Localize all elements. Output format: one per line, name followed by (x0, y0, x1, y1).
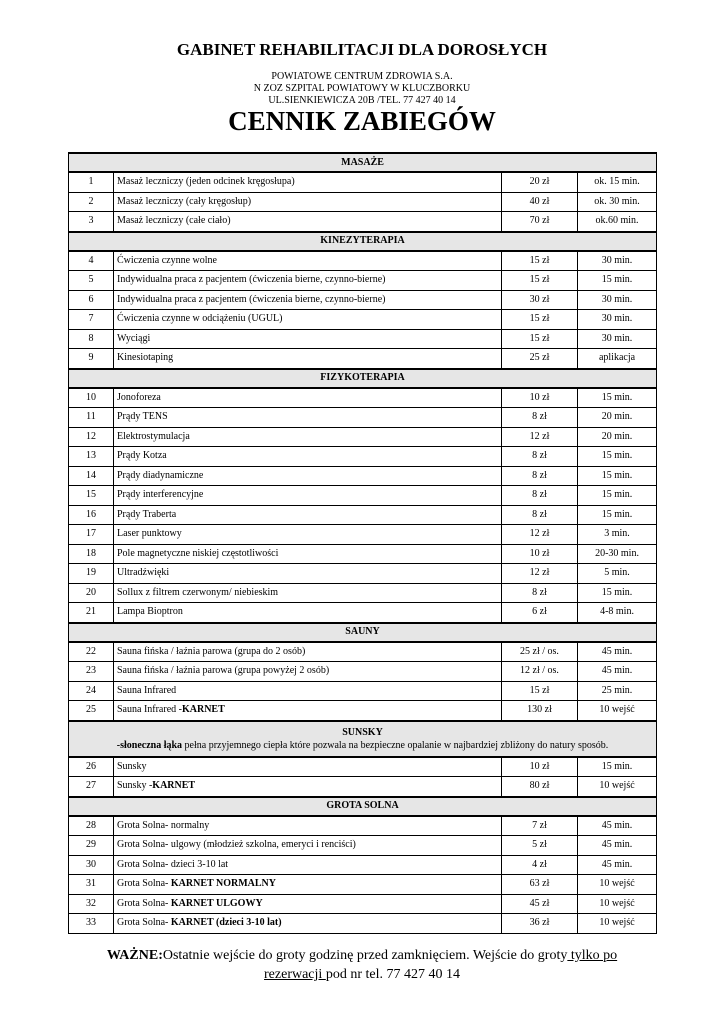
treatment-name-text: Grota Solna- (117, 897, 169, 909)
treatment-name (114, 642, 502, 662)
treatment-price: 25 zł (502, 349, 578, 369)
table-row (69, 894, 657, 914)
treatment-name (114, 662, 502, 682)
treatment-duration: aplikacja (578, 349, 657, 369)
table-row (69, 816, 657, 836)
treatment-name-text: Grota Solna- dzieci 3-10 lat (117, 858, 229, 870)
table-row (69, 408, 657, 428)
section-fizykoterapia (69, 369, 657, 388)
treatment-name-text: Sauna Infrared (117, 684, 177, 696)
section-grota-solna (69, 797, 657, 816)
treatment-name (114, 172, 502, 192)
treatment-name (114, 329, 502, 349)
treatment-name-text: Masaż leczniczy (jeden odcinek kręgosłupa) (117, 176, 295, 188)
treatment-duration: 20 min. (578, 427, 657, 447)
sunsky-title: SUNSKY (342, 726, 383, 738)
treatment-duration: 30 min. (578, 290, 657, 310)
treatment-name-text: Wyciągi (117, 332, 151, 344)
treatment-duration: 15 min. (578, 447, 657, 467)
table-row (69, 662, 657, 682)
row-number: 20 (69, 583, 114, 603)
treatment-price: 8 zł (502, 583, 578, 603)
treatment-name-text: Prądy diadynamiczne (117, 469, 204, 481)
treatment-duration: 30 min. (578, 251, 657, 271)
treatment-price: 15 zł (502, 271, 578, 291)
row-number: 31 (69, 875, 114, 895)
treatment-name (114, 447, 502, 467)
table-row (69, 681, 657, 701)
treatment-duration: 15 min. (578, 271, 657, 291)
table-row (69, 875, 657, 895)
treatment-name (114, 757, 502, 777)
treatment-name (114, 816, 502, 836)
treatment-name-bold: KARNET ULGOWY (168, 897, 263, 909)
table-row (69, 310, 657, 330)
treatment-name (114, 427, 502, 447)
treatment-name (114, 388, 502, 408)
table-row (69, 466, 657, 486)
treatment-duration: 30 min. (578, 310, 657, 330)
treatment-name (114, 836, 502, 856)
treatment-name (114, 875, 502, 895)
row-number: 2 (69, 192, 114, 212)
treatment-duration: 10 wejść (578, 894, 657, 914)
treatment-name (114, 505, 502, 525)
treatment-name-text: Ćwiczenia czynne w odciążeniu (UGUL) (117, 313, 283, 325)
treatment-name (114, 914, 502, 934)
page-title: CENNIK ZABIEGÓW (228, 106, 496, 136)
treatment-price: 15 zł (502, 681, 578, 701)
treatment-price: 8 zł (502, 505, 578, 525)
table-row (69, 855, 657, 875)
treatment-price: 36 zł (502, 914, 578, 934)
row-number: 16 (69, 505, 114, 525)
treatment-price: 15 zł (502, 310, 578, 330)
treatment-name-bold: KARNET (dzieci 3-10 lat) (168, 917, 282, 929)
sunsky-desc: pełna przyjemnego ciepła które pozwala na bezpieczne opalanie w najbardziej zbliżony do natury sposób. (182, 739, 609, 751)
table-row (69, 777, 657, 797)
treatment-price: 15 zł (502, 251, 578, 271)
treatment-price: 6 zł (502, 603, 578, 623)
table-row (69, 701, 657, 721)
row-number: 32 (69, 894, 114, 914)
treatment-price: 7 zł (502, 816, 578, 836)
treatment-name-text: Masaż leczniczy (cały kręgosłup) (117, 195, 252, 207)
section-header (69, 721, 657, 757)
row-number: 8 (69, 329, 114, 349)
treatment-name (114, 855, 502, 875)
treatment-price: 70 zł (502, 212, 578, 232)
treatment-name (114, 583, 502, 603)
row-number: 33 (69, 914, 114, 934)
table-row (69, 192, 657, 212)
treatment-duration: 10 wejść (578, 777, 657, 797)
treatment-name-text: Lampa Bioptron (117, 606, 183, 618)
treatment-name (114, 564, 502, 584)
treatment-name-text: Prądy Traberta (117, 508, 177, 520)
treatment-price: 12 zł / os. (502, 662, 578, 682)
treatment-name-bold: KARNET (152, 780, 196, 792)
row-number: 19 (69, 564, 114, 584)
treatment-price: 10 zł (502, 388, 578, 408)
treatment-name-text: Laser punktowy (117, 528, 182, 540)
table-row (69, 836, 657, 856)
row-number: 11 (69, 408, 114, 428)
treatment-duration: ok.60 min. (578, 212, 657, 232)
note-label: WAŻNE: (106, 948, 163, 963)
treatment-name-text: Sauna fińska / łaźnia parowa (grupa do 2 osób) (117, 645, 306, 657)
treatment-name-text: Indywidualna praca z pacjentem (ćwiczenia bierne, czynno-bierne) (117, 274, 386, 286)
treatment-name (114, 894, 502, 914)
treatment-name-text: Grota Solna- (117, 917, 169, 929)
treatment-price: 25 zł / os. (502, 642, 578, 662)
treatment-name-text: Sunsky (117, 760, 147, 772)
row-number: 28 (69, 816, 114, 836)
row-number: 13 (69, 447, 114, 467)
treatment-price: 130 zł (502, 701, 578, 721)
note-underlined-2: rezerwacji (264, 967, 326, 982)
treatment-duration: 15 min. (578, 757, 657, 777)
treatment-price: 8 zł (502, 447, 578, 467)
table-row (69, 564, 657, 584)
row-number: 6 (69, 290, 114, 310)
treatment-name (114, 603, 502, 623)
row-number: 5 (69, 271, 114, 291)
treatment-duration: 45 min. (578, 662, 657, 682)
treatment-name-bold: KARNET NORMALNY (168, 878, 276, 890)
section-header: MASAŻE (69, 153, 657, 172)
treatment-duration: 10 wejść (578, 701, 657, 721)
section-sunsky (69, 721, 657, 757)
treatment-duration: 10 wejść (578, 875, 657, 895)
table-row (69, 525, 657, 545)
treatment-duration: 3 min. (578, 525, 657, 545)
treatment-price: 45 zł (502, 894, 578, 914)
clinic-title: GABINET REHABILITACJI DLA DOROSŁYCH (176, 40, 548, 59)
sunsky-desc-bold: -słoneczna łąka (116, 739, 183, 751)
treatment-name (114, 251, 502, 271)
row-number: 7 (69, 310, 114, 330)
section-header: GROTA SOLNA (69, 797, 657, 816)
treatment-name (114, 408, 502, 428)
row-number: 4 (69, 251, 114, 271)
treatment-name-text: Sauna fińska / łaźnia parowa (grupa powyżej 2 osób) (117, 665, 330, 677)
treatment-name (114, 271, 502, 291)
treatment-duration: 15 min. (578, 486, 657, 506)
treatment-duration: 30 min. (578, 329, 657, 349)
treatment-name (114, 212, 502, 232)
table-row (69, 642, 657, 662)
price-table (68, 152, 657, 934)
treatment-price: 10 zł (502, 544, 578, 564)
treatment-price: 80 zł (502, 777, 578, 797)
section-kinezyterapia (69, 232, 657, 251)
table-row (69, 290, 657, 310)
treatment-name-text: Kinesiotaping (117, 352, 174, 364)
treatment-duration: 15 min. (578, 388, 657, 408)
org-name: POWIATOWE CENTRUM ZDROWIA S.A. (271, 71, 453, 82)
treatment-name (114, 777, 502, 797)
section-header: FIZYKOTERAPIA (69, 369, 657, 388)
treatment-price: 30 zł (502, 290, 578, 310)
treatment-name (114, 486, 502, 506)
treatment-duration: 4-8 min. (578, 603, 657, 623)
treatment-price: 8 zł (502, 408, 578, 428)
table-row (69, 388, 657, 408)
row-number: 23 (69, 662, 114, 682)
treatment-duration: 20-30 min. (578, 544, 657, 564)
treatment-name-text: Indywidualna praca z pacjentem (ćwiczenia bierne, czynno-bierne) (117, 293, 386, 305)
table-row (69, 329, 657, 349)
treatment-duration: 15 min. (578, 466, 657, 486)
treatment-price: 20 zł (502, 172, 578, 192)
treatment-duration: 15 min. (578, 583, 657, 603)
treatment-price: 5 zł (502, 836, 578, 856)
treatment-name-text: Sauna Infrared - (117, 704, 182, 716)
important-note (60, 946, 664, 984)
treatment-duration: 45 min. (578, 642, 657, 662)
table-row (69, 251, 657, 271)
table-row (69, 505, 657, 525)
hospital-name: N ZOZ SZPITAL POWIATOWY W KLUCZBORKU (253, 83, 471, 94)
treatment-duration: ok. 15 min. (578, 172, 657, 192)
row-number: 25 (69, 701, 114, 721)
treatment-name-text: Grota Solna- normalny (117, 819, 210, 831)
treatment-name-text: Ćwiczenia czynne wolne (117, 254, 217, 266)
treatment-name-text: Grota Solna- (117, 878, 169, 890)
treatment-name (114, 310, 502, 330)
row-number: 18 (69, 544, 114, 564)
row-number: 12 (69, 427, 114, 447)
treatment-duration: 5 min. (578, 564, 657, 584)
row-number: 15 (69, 486, 114, 506)
treatment-name (114, 192, 502, 212)
treatment-name-text: Masaż leczniczy (całe ciało) (117, 215, 231, 227)
treatment-name (114, 681, 502, 701)
treatment-price: 4 zł (502, 855, 578, 875)
treatment-name (114, 525, 502, 545)
section-masaze (69, 153, 657, 172)
table-row (69, 172, 657, 192)
row-number: 29 (69, 836, 114, 856)
table-row (69, 603, 657, 623)
treatment-price: 12 zł (502, 564, 578, 584)
treatment-duration: 25 min. (578, 681, 657, 701)
note-phone: pod nr tel. 77 427 40 14 (325, 967, 460, 982)
row-number: 14 (69, 466, 114, 486)
treatment-name-text: Prądy Kotza (117, 450, 167, 462)
treatment-price: 63 zł (502, 875, 578, 895)
treatment-name-text: Prądy TENS (117, 411, 168, 423)
row-number: 22 (69, 642, 114, 662)
treatment-duration: 45 min. (578, 855, 657, 875)
table-row (69, 271, 657, 291)
treatment-name-bold: KARNET (181, 704, 225, 716)
treatment-duration: 10 wejść (578, 914, 657, 934)
treatment-duration: ok. 30 min. (578, 192, 657, 212)
note-text: Ostatnie wejście do groty godzinę przed zamknięciem. Wejście do groty (162, 948, 568, 963)
treatment-duration: 20 min. (578, 408, 657, 428)
treatment-name-text: Sunsky - (117, 780, 153, 792)
table-row (69, 544, 657, 564)
table-row (69, 427, 657, 447)
table-row (69, 583, 657, 603)
treatment-name-text: Prądy interferencyjne (117, 489, 204, 501)
treatment-name-text: Sollux z filtrem czerwonym/ niebieskim (117, 586, 279, 598)
row-number: 21 (69, 603, 114, 623)
treatment-price: 15 zł (502, 329, 578, 349)
row-number: 10 (69, 388, 114, 408)
treatment-name (114, 701, 502, 721)
treatment-name (114, 544, 502, 564)
row-number: 27 (69, 777, 114, 797)
treatment-name-text: Ultradźwięki (117, 567, 170, 579)
treatment-name (114, 290, 502, 310)
row-number: 3 (69, 212, 114, 232)
treatment-price: 10 zł (502, 757, 578, 777)
treatment-name-text: Elektrostymulacja (117, 430, 190, 442)
treatment-name (114, 349, 502, 369)
table-row (69, 349, 657, 369)
row-number: 9 (69, 349, 114, 369)
section-header: KINEZYTERAPIA (69, 232, 657, 251)
table-row (69, 447, 657, 467)
table-row (69, 914, 657, 934)
section-header: SAUNY (69, 623, 657, 642)
table-row (69, 757, 657, 777)
treatment-name-text: Pole magnetyczne niskiej częstotliwości (117, 547, 279, 559)
row-number: 26 (69, 757, 114, 777)
treatment-price: 8 zł (502, 486, 578, 506)
treatment-duration: 15 min. (578, 505, 657, 525)
row-number: 30 (69, 855, 114, 875)
row-number: 1 (69, 172, 114, 192)
treatment-name-text: Jonoforeza (117, 391, 161, 403)
table-row (69, 486, 657, 506)
row-number: 24 (69, 681, 114, 701)
treatment-name (114, 466, 502, 486)
section-sauny (69, 623, 657, 642)
treatment-duration: 45 min. (578, 836, 657, 856)
treatment-price: 8 zł (502, 466, 578, 486)
treatment-price: 40 zł (502, 192, 578, 212)
treatment-price: 12 zł (502, 525, 578, 545)
note-underlined-1: tylko po (567, 948, 618, 963)
treatment-duration: 45 min. (578, 816, 657, 836)
treatment-price: 12 zł (502, 427, 578, 447)
treatment-name-text: Grota Solna- ulgowy (młodzież szkolna, emeryci i renciści) (117, 839, 356, 851)
table-row (69, 212, 657, 232)
address-line: UL.SIENKIEWICZA 20B /TEL. 77 427 40 14 (268, 95, 456, 106)
row-number: 17 (69, 525, 114, 545)
